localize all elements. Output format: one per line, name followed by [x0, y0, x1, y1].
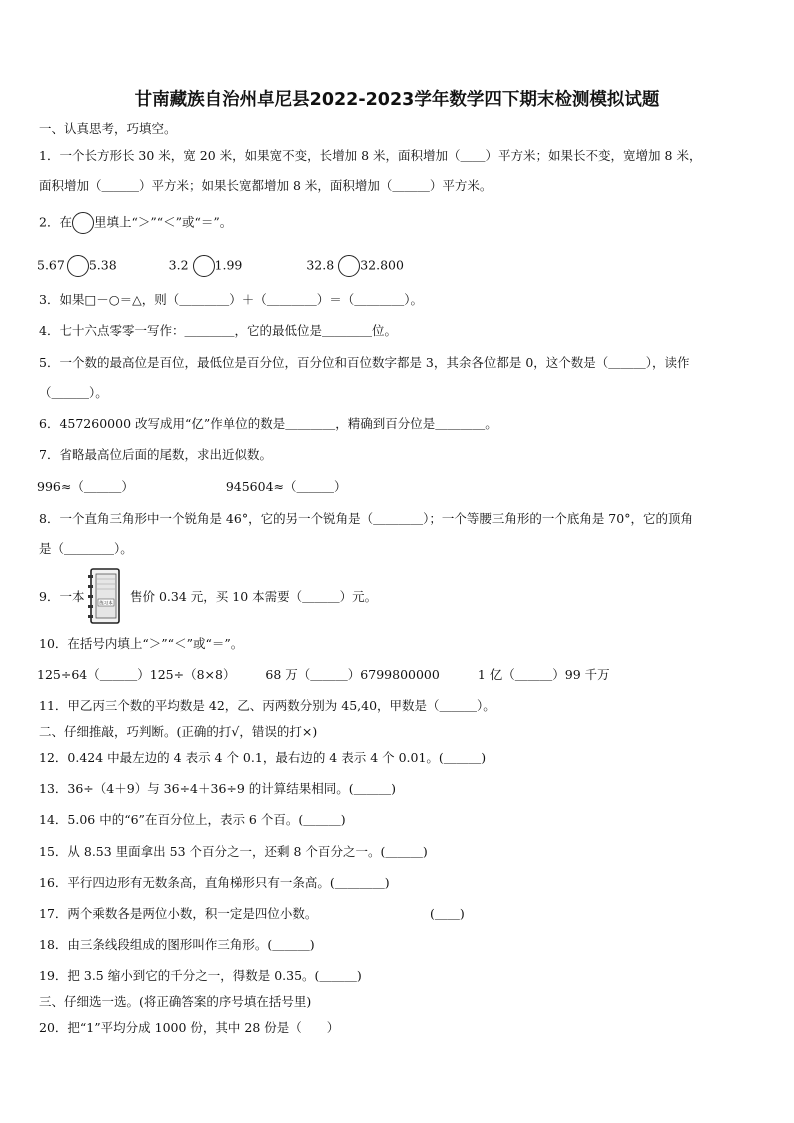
compare-item-a-left: 5.67 [37, 257, 65, 273]
question-20: 20．把“1”平均分成 1000 份，其中 28 份是（ ） [39, 1020, 340, 1035]
estimate-item-a: 996≈（＿＿＿） [37, 479, 134, 494]
compare-item-a-right: 5.38 [88, 257, 117, 273]
question-16: 16．平行四边形有无数条高，直角梯形只有一条高。(＿＿＿＿) [39, 875, 390, 890]
question-1-line-2: 面积增加（＿＿＿）平方米；如果长宽都增加 8 米，面积增加（＿＿＿）平方米。 [39, 178, 493, 193]
estimate-item-b: 945604≈（＿＿＿） [225, 479, 347, 494]
question-11: 11．甲乙丙三个数的平均数是 42，乙、丙两数分别为 45,40，甲数是（＿＿＿）。 [39, 698, 496, 713]
question-4: 4．七十六点零零一写作：＿＿＿＿，它的最低位是＿＿＿＿位。 [39, 323, 397, 338]
question-2 [39, 212, 232, 234]
question-17: 17．两个乘数各是两位小数，积一定是四位小数。 [39, 906, 318, 921]
question-18: 18．由三条线段组成的图形叫作三角形。(＿＿＿) [39, 937, 315, 952]
compare-item-b-left: 3.2 [168, 257, 189, 273]
compare-item-c-right: 32.800 [360, 257, 404, 273]
compare-item-10b: 68 万（＿＿＿）6799800000 [265, 667, 440, 682]
question-1-line-1: 1．一个长方形长 30 米，宽 20 米，如果宽不变，长增加 8 米，面积增加（＿＿）平方米；如果长不变，宽增加 8 米， [39, 148, 702, 163]
question-12: 12．0.424 中最左边的 4 表示 4 个 0.1，最右边的 4 表示 4 个 0.01。(＿＿＿) [39, 750, 487, 765]
question-2-items [37, 255, 404, 277]
question-7-items [37, 479, 347, 495]
compare-item-b-right: 1.99 [214, 257, 243, 273]
question-5-line-1: 5．一个数的最高位是百位，最低位是百分位，百分位和百位数字都是 3，其余各位都是 0，这个数是（＿＿＿），读作 [39, 355, 690, 370]
answer-circle[interactable] [67, 255, 89, 277]
question-15: 15．从 8.53 里面拿出 53 个百分之一，还剩 8 个百分之一。(＿＿＿) [39, 844, 428, 859]
question-2-prefix: 2．在 [39, 214, 72, 230]
section-1-heading: 一、认真思考，巧填空。 [39, 121, 177, 136]
question-9-prefix: 9．一本 [39, 589, 85, 604]
compare-item-10a: 125÷64（＿＿＿）125÷（8×8） [37, 667, 236, 682]
section-2-heading: 二、仔细推敲，巧判断。(正确的打√，错误的打×) [39, 724, 318, 739]
page-title: 甘南藏族自治州卓尼县2022-2023学年数学四下期末检测模拟试题 [134, 90, 660, 110]
question-13: 13．36÷（4＋9）与 36÷4＋36÷9 的计算结果相同。(＿＿＿) [39, 781, 397, 796]
question-8-line-1: 8．一个直角三角形中一个锐角是 46°，它的另一个锐角是（＿＿＿＿）；一个等腰三角形的一个底角是 70°，它的顶角 [39, 511, 693, 526]
question-10-items [37, 667, 610, 683]
question-5-line-2: （＿＿＿）。 [39, 385, 108, 400]
question-14: 14．5.06 中的“6”在百分位上，表示 6 个百。(＿＿＿) [39, 812, 346, 827]
question-19: 19．把 3.5 缩小到它的千分之一，得数是 0.35。(＿＿＿) [39, 968, 362, 983]
question-9-suffix: 售价 0.34 元，买 10 本需要（＿＿＿）元。 [130, 589, 378, 604]
question-3: 3．如果□－○＝△，则（＿＿＿＿）＋（＿＿＿＿）＝（＿＿＿＿）。 [39, 292, 424, 307]
notebook-icon [87, 567, 121, 625]
answer-circle[interactable] [193, 255, 215, 277]
question-6: 6．457260000 改写成用“亿”作单位的数是＿＿＿＿，精确到百分位是＿＿＿＿。 [39, 416, 498, 431]
question-2-suffix: 里填上“＞”“＜”或“＝”。 [93, 214, 233, 230]
answer-circle[interactable] [338, 255, 360, 277]
notebook-label: 练习本 [99, 601, 113, 607]
question-17-blank: (＿＿) [430, 906, 465, 921]
compare-item-10c: 1 亿（＿＿＿）99 千万 [477, 667, 610, 682]
question-7: 7．省略最高位后面的尾数，求出近似数。 [39, 447, 272, 462]
answer-circle[interactable] [72, 212, 94, 234]
question-10: 10．在括号内填上“＞”“＜”或“＝”。 [39, 636, 244, 651]
section-3-heading: 三、仔细选一选。(将正确答案的序号填在括号里) [39, 994, 312, 1009]
compare-item-c-left: 32.8 [306, 257, 335, 273]
question-8-line-2: 是（＿＿＿＿）。 [39, 541, 133, 556]
